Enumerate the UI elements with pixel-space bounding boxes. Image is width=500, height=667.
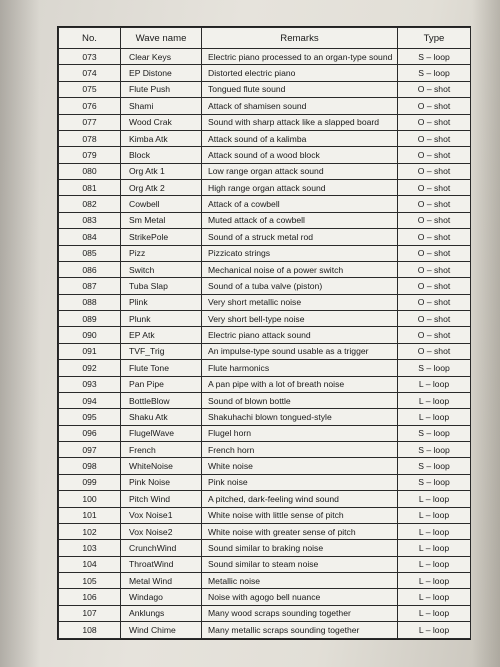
table-row <box>59 540 471 556</box>
cell-wave-name: Vox Noise1 <box>121 507 202 523</box>
cell-type: S – loop <box>398 425 471 441</box>
cell-type: O – shot <box>398 261 471 277</box>
cell-no: 083 <box>59 212 121 228</box>
cell-wave-name: EP Distone <box>121 65 202 81</box>
cell-no: 105 <box>59 573 121 589</box>
cell-remarks: Low range organ attack sound <box>202 163 398 179</box>
cell-remarks: Sound of a struck metal rod <box>202 229 398 245</box>
cell-type: L – loop <box>398 573 471 589</box>
cell-remarks: White noise with greater sense of pitch <box>202 523 398 539</box>
cell-wave-name: Wind Chime <box>121 622 202 639</box>
table-row <box>59 523 471 539</box>
cell-wave-name: Pan Pipe <box>121 376 202 392</box>
cell-wave-name: ThroatWind <box>121 556 202 572</box>
table-row <box>59 360 471 376</box>
table-row <box>59 163 471 179</box>
cell-remarks: A pitched, dark-feeling wind sound <box>202 491 398 507</box>
cell-type: O – shot <box>398 212 471 228</box>
table-row <box>59 196 471 212</box>
cell-remarks: Sound of blown bottle <box>202 392 398 408</box>
table-row <box>59 425 471 441</box>
cell-type: O – shot <box>398 114 471 130</box>
cell-wave-name: Block <box>121 147 202 163</box>
cell-wave-name: Switch <box>121 261 202 277</box>
cell-no: 093 <box>59 376 121 392</box>
cell-wave-name: Windago <box>121 589 202 605</box>
cell-type: L – loop <box>398 507 471 523</box>
cell-type: O – shot <box>398 180 471 196</box>
cell-remarks: Electric piano attack sound <box>202 327 398 343</box>
cell-wave-name: Vox Noise2 <box>121 523 202 539</box>
table-row <box>59 278 471 294</box>
table-row <box>59 507 471 523</box>
table-row <box>59 147 471 163</box>
cell-remarks: Sound with sharp attack like a slapped board <box>202 114 398 130</box>
cell-type: L – loop <box>398 540 471 556</box>
cell-wave-name: Tuba Slap <box>121 278 202 294</box>
cell-wave-name: FlugelWave <box>121 425 202 441</box>
cell-no: 095 <box>59 409 121 425</box>
cell-no: 101 <box>59 507 121 523</box>
table-row <box>59 458 471 474</box>
cell-type: S – loop <box>398 442 471 458</box>
table-row <box>59 229 471 245</box>
cell-wave-name: Wood Crak <box>121 114 202 130</box>
cell-no: 073 <box>59 49 121 65</box>
cell-no: 081 <box>59 180 121 196</box>
cell-remarks: An impulse-type sound usable as a trigger <box>202 343 398 359</box>
cell-type: L – loop <box>398 589 471 605</box>
cell-no: 076 <box>59 98 121 114</box>
cell-wave-name: CrunchWind <box>121 540 202 556</box>
header-no: No. <box>59 28 121 49</box>
header-type: Type <box>398 28 471 49</box>
cell-remarks: Electric piano processed to an organ-type sound <box>202 49 398 65</box>
cell-type: O – shot <box>398 147 471 163</box>
cell-no: 108 <box>59 622 121 639</box>
cell-remarks: Attack of a cowbell <box>202 196 398 212</box>
table-row <box>59 65 471 81</box>
cell-type: O – shot <box>398 163 471 179</box>
table-row <box>59 130 471 146</box>
next-page-edge <box>472 0 500 667</box>
cell-remarks: Very short bell-type noise <box>202 311 398 327</box>
table-row <box>59 442 471 458</box>
cell-wave-name: Org Atk 2 <box>121 180 202 196</box>
table-row <box>59 294 471 310</box>
cell-remarks: Mechanical noise of a power switch <box>202 261 398 277</box>
cell-wave-name: Anklungs <box>121 605 202 621</box>
cell-type: O – shot <box>398 327 471 343</box>
cell-no: 086 <box>59 261 121 277</box>
cell-remarks: Tongued flute sound <box>202 81 398 97</box>
cell-wave-name: BottleBlow <box>121 392 202 408</box>
wave-table-frame <box>57 26 471 640</box>
cell-no: 084 <box>59 229 121 245</box>
table-row <box>59 212 471 228</box>
cell-remarks: Attack sound of a kalimba <box>202 130 398 146</box>
cell-no: 091 <box>59 343 121 359</box>
cell-type: L – loop <box>398 409 471 425</box>
table-row <box>59 327 471 343</box>
table-row <box>59 98 471 114</box>
table-row <box>59 589 471 605</box>
cell-type: S – loop <box>398 458 471 474</box>
cell-no: 078 <box>59 130 121 146</box>
cell-remarks: High range organ attack sound <box>202 180 398 196</box>
cell-no: 100 <box>59 491 121 507</box>
cell-remarks: Many wood scraps sounding together <box>202 605 398 621</box>
cell-no: 074 <box>59 65 121 81</box>
cell-type: O – shot <box>398 98 471 114</box>
table-row <box>59 180 471 196</box>
table-row <box>59 343 471 359</box>
cell-no: 106 <box>59 589 121 605</box>
cell-wave-name: Shami <box>121 98 202 114</box>
cell-type: O – shot <box>398 294 471 310</box>
table-row <box>59 376 471 392</box>
cell-remarks: Pink noise <box>202 474 398 490</box>
cell-wave-name: Metal Wind <box>121 573 202 589</box>
cell-type: S – loop <box>398 360 471 376</box>
cell-type: S – loop <box>398 65 471 81</box>
cell-type: O – shot <box>398 311 471 327</box>
cell-wave-name: Clear Keys <box>121 49 202 65</box>
cell-wave-name: Pizz <box>121 245 202 261</box>
cell-no: 080 <box>59 163 121 179</box>
cell-remarks: Muted attack of a cowbell <box>202 212 398 228</box>
cell-type: O – shot <box>398 278 471 294</box>
cell-wave-name: Shaku Atk <box>121 409 202 425</box>
cell-type: L – loop <box>398 556 471 572</box>
table-row <box>59 573 471 589</box>
wave-table <box>58 27 471 639</box>
cell-wave-name: StrikePole <box>121 229 202 245</box>
table-body <box>59 49 471 639</box>
cell-type: L – loop <box>398 605 471 621</box>
table-row <box>59 49 471 65</box>
cell-no: 098 <box>59 458 121 474</box>
table-row <box>59 392 471 408</box>
cell-no: 094 <box>59 392 121 408</box>
cell-remarks: Flute harmonics <box>202 360 398 376</box>
cell-wave-name: Flute Tone <box>121 360 202 376</box>
cell-remarks: Sound similar to steam noise <box>202 556 398 572</box>
cell-wave-name: French <box>121 442 202 458</box>
cell-no: 099 <box>59 474 121 490</box>
cell-remarks: White noise with little sense of pitch <box>202 507 398 523</box>
cell-type: L – loop <box>398 392 471 408</box>
cell-remarks: White noise <box>202 458 398 474</box>
table-row <box>59 556 471 572</box>
cell-wave-name: Pitch Wind <box>121 491 202 507</box>
table-row <box>59 491 471 507</box>
cell-remarks: Noise with agogo bell nuance <box>202 589 398 605</box>
cell-remarks: Attack sound of a wood block <box>202 147 398 163</box>
cell-type: S – loop <box>398 49 471 65</box>
cell-remarks: Pizzicato strings <box>202 245 398 261</box>
cell-no: 090 <box>59 327 121 343</box>
table-row <box>59 409 471 425</box>
cell-wave-name: Plink <box>121 294 202 310</box>
table-row <box>59 261 471 277</box>
cell-type: L – loop <box>398 491 471 507</box>
cell-no: 079 <box>59 147 121 163</box>
cell-wave-name: Plunk <box>121 311 202 327</box>
cell-no: 102 <box>59 523 121 539</box>
cell-wave-name: Kimba Atk <box>121 130 202 146</box>
table-row <box>59 114 471 130</box>
cell-no: 103 <box>59 540 121 556</box>
cell-wave-name: Org Atk 1 <box>121 163 202 179</box>
cell-type: S – loop <box>398 474 471 490</box>
cell-type: O – shot <box>398 196 471 212</box>
header-wave-name: Wave name <box>121 28 202 49</box>
table-row <box>59 474 471 490</box>
cell-type: O – shot <box>398 130 471 146</box>
cell-no: 104 <box>59 556 121 572</box>
cell-no: 077 <box>59 114 121 130</box>
table-row <box>59 311 471 327</box>
cell-no: 096 <box>59 425 121 441</box>
table-row <box>59 605 471 621</box>
page-gutter-shadow <box>0 0 40 667</box>
cell-remarks: Very short metallic noise <box>202 294 398 310</box>
cell-no: 107 <box>59 605 121 621</box>
cell-wave-name: Sm Metal <box>121 212 202 228</box>
cell-remarks: Shakuhachi blown tongued-style <box>202 409 398 425</box>
cell-no: 087 <box>59 278 121 294</box>
cell-wave-name: Pink Noise <box>121 474 202 490</box>
cell-type: O – shot <box>398 343 471 359</box>
cell-no: 085 <box>59 245 121 261</box>
cell-no: 075 <box>59 81 121 97</box>
cell-remarks: Sound of a tuba valve (piston) <box>202 278 398 294</box>
cell-type: O – shot <box>398 81 471 97</box>
header-remarks: Remarks <box>202 28 398 49</box>
cell-type: L – loop <box>398 376 471 392</box>
table-row <box>59 81 471 97</box>
cell-no: 097 <box>59 442 121 458</box>
table-row <box>59 245 471 261</box>
cell-type: L – loop <box>398 622 471 639</box>
cell-remarks: Distorted electric piano <box>202 65 398 81</box>
cell-no: 089 <box>59 311 121 327</box>
cell-type: O – shot <box>398 245 471 261</box>
cell-remarks: Flugel horn <box>202 425 398 441</box>
cell-wave-name: Flute Push <box>121 81 202 97</box>
cell-wave-name: WhiteNoise <box>121 458 202 474</box>
cell-wave-name: Cowbell <box>121 196 202 212</box>
cell-wave-name: TVF_Trig <box>121 343 202 359</box>
cell-type: O – shot <box>398 229 471 245</box>
cell-remarks: Metallic noise <box>202 573 398 589</box>
cell-no: 088 <box>59 294 121 310</box>
cell-remarks: Attack of shamisen sound <box>202 98 398 114</box>
cell-remarks: A pan pipe with a lot of breath noise <box>202 376 398 392</box>
cell-remarks: Many metallic scraps sounding together <box>202 622 398 639</box>
cell-no: 092 <box>59 360 121 376</box>
cell-remarks: French horn <box>202 442 398 458</box>
table-header-row <box>59 28 471 49</box>
table-row <box>59 622 471 639</box>
cell-type: L – loop <box>398 523 471 539</box>
cell-remarks: Sound similar to braking noise <box>202 540 398 556</box>
cell-no: 082 <box>59 196 121 212</box>
cell-wave-name: EP Atk <box>121 327 202 343</box>
